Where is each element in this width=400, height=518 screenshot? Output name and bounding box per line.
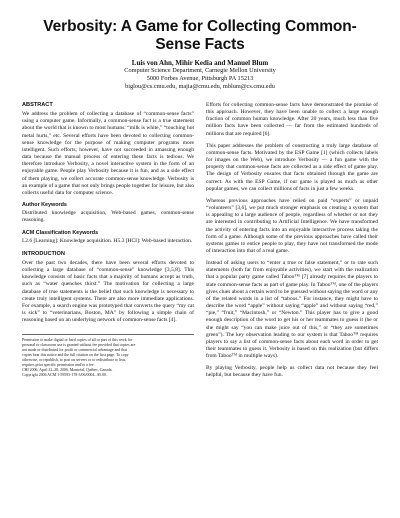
permission-line: Permission to make digital or hard copies of all or part of this work for [22, 338, 133, 343]
introduction-text: Over the past two decades, there have been several efforts devoted to collecting a large database of “common-sense” knowledge [3,5,8]. This knowledge consists of basic facts that a majority of humans accept as truth, such as “water quenches thirst.” The motivation for collecting a large database of true statements is the belief that such knowledge is necessary to create truly intelligent systems. There are also more immediate applications. For example, a search engine was prototyped that converts the query “my cat is sick” to “veterinarians, Boston, MA” by following a simple chain of reasoning based on an underlying network of common-sense facts [4]. [22, 259, 194, 324]
author-names: Luis von Ahn, Mihir Kedia and Manuel Blum [131, 59, 269, 67]
acm-text: I.2.6 [Learning]: Knowledge acquisition. H5.3 [HCI]: Web-based interaction. [22, 237, 193, 244]
permission-line: personal or classroom use is granted without fee provided that copies are [22, 343, 136, 348]
permission-line: requires prior specific permission and/or a fee. [22, 362, 95, 367]
author-address: 5000 Forbes Avenue, Pittsburgh PA 15213 [146, 75, 254, 82]
copyright-line: Copyright 2006 ACM 1-59593-178-3/06/0004...$5.00. [22, 372, 107, 377]
keywords-heading: Author Keywords [22, 202, 67, 209]
conference-line: CHI 2006, April 22–28, 2006, Montréal, Québec, Canada. [22, 367, 113, 372]
body-paragraph: By playing Verbosity, people help us collect data not because they feel helpful, but because they have fun. [206, 365, 378, 379]
author-emails: biglou@cs.cmu.edu, majia@cmu.edu, mblum@cs.cmu.edu [125, 83, 275, 90]
paper-title: Verbosity: A Game for Collecting Common-Sense Facts [43, 18, 357, 53]
permission-line: otherwise, or republish, to post on servers or to redistribute to lists, [22, 358, 127, 362]
two-column-body [22, 102, 378, 385]
abstract-text: We address the problem of collecting a database of “common-sense facts” using a computer game. Informally, a common-sense fact is a true statement about the world that is known to most humans: “milk is white,” “touching hot metal hurts,” etc. Several efforts have been devoted to collecting common-sense knowledge for the purpose of making computer programs more intelligent. Such efforts, however, have not succeeded in amassing enough data because the manual process of entering these facts is tedious. We therefore introduce Verbosity, a novel interactive system in the form of an enjoyable game. People play Verbosity because it is fun, and as a side effect of them playing, we collect accurate common-sense knowledge. Verbosity is an example of a game that not only brings people together for leisure, but also collects useful data for computer science. [22, 111, 194, 196]
body-paragraph: This paper addresses the problem of constructing a truly large database of common-sense facts. Motivated by the ESP Game [1] (which collects labels for images on the Web), we introduce Verbosity — a fun game with the property that common-sense facts are collected as a side effect of game play. The design of Verbosity ensures that facts obtained through the game are correct. As with the ESP Game, if our game is played as much as other popular games, we can collect millions of facts in just a few weeks. [206, 142, 378, 192]
left-column [22, 102, 194, 385]
permission-notice [22, 334, 194, 377]
introduction-heading: INTRODUCTION [22, 250, 65, 257]
author-department: Computer Science Department, Carnegie Mellon University [124, 67, 276, 74]
right-column [206, 102, 378, 385]
permission-line: not made or distributed for profit or commercial advantage and that [22, 348, 128, 353]
body-paragraph: Efforts for collecting common-sense facts have demonstrated the promise of this approach. However, they have been unable to collect a large enough fraction of common human knowledge. After 20 years, much less than five million facts have been collected — far from the estimated hundreds of millions that are required [6]. [206, 102, 378, 137]
body-paragraph: Whereas previous approaches have relied on paid “experts” or unpaid “volunteers” [3,6], we put much stronger emphasis on creating a system that is appealing to a large audience of people, regardless of whether or not they are interested in contributing to Artificial Intelligence. We have transformed the activity of entering facts into an enjoyable interactive process taking the form of a game. Although some of the previous approaches have called their systems games to entice people to play, they have not transformed the mode of interaction into that of a real game. [206, 197, 378, 254]
permission-line: copies bear this notice and the full citation on the first page. To copy [22, 353, 129, 358]
abstract-heading: ABSTRACT [22, 102, 53, 108]
author-block [22, 59, 378, 91]
acm-heading: ACM Classification Keywords [22, 229, 99, 236]
body-paragraph: Instead of asking users to “enter a true or false statement,” or to rate such statements (both far from enjoyable activities), we start with the realization that a popular party game called Taboo™ [7] already requires the players to state common-sense facts as part of game play. In Taboo™, one of the players gives clues about a certain word to be guessed without saying the word or any of the related words in a list of “taboos.” For instance, they might have to describe the word “apple” without saying “apple” and without saying “red,” “pie,” “fruit,” “Macintosh,” or “Newton.” This player has to give a good enough description of the word to get his or her teammates to guess it (he or she might say “you can make juice out of this,” or “they are sometimes green”). The key observation leading to our system is that Taboo™ requires players to say a list of common-sense facts about each word in order to get their teammates to guess it. Verbosity is based on this realization (but differs from Taboo™ in multiple ways). [206, 260, 378, 360]
keywords-text: Distributed knowledge acquisition, Web-based games, common-sense reasoning. [22, 210, 194, 224]
